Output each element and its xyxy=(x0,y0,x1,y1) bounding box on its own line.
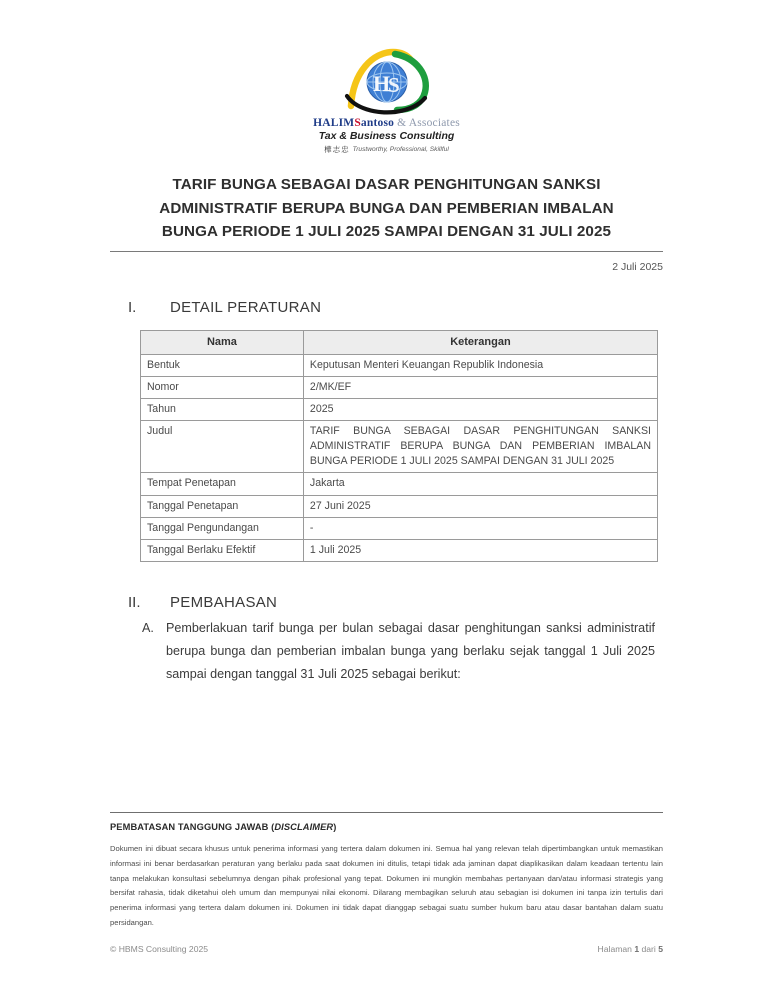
disclaimer-divider xyxy=(110,812,663,813)
company-logo-block xyxy=(110,0,663,155)
row-label-bentuk: Bentuk xyxy=(141,355,304,377)
detail-table-wrapper xyxy=(110,330,663,562)
section-detail-number: I. xyxy=(128,298,137,316)
pembahasan-item-a xyxy=(110,617,663,687)
row-label-judul: Judul xyxy=(141,421,304,473)
table-row xyxy=(141,421,658,473)
footer-page-total: 5 xyxy=(658,944,663,954)
svg-text:H: H xyxy=(372,71,390,96)
section-detail-peraturan xyxy=(110,299,663,562)
table-row xyxy=(141,517,658,539)
pembahasan-item-a-text: Pemberlakuan tarif bunga per bulan sebagai dasar penghitungan sanksi administratif berupa bunga dan pemberian imbalan bunga yang berlaku sejak tanggal 1 Juli 2025 sampai dengan tanggal 31 Juli 2025 sebagai berikut: xyxy=(166,620,655,682)
judul-line-3: BUNGA PERIODE 1 JULI 2025 SAMPAI DENGAN 31 JULI 2025 xyxy=(309,455,615,468)
row-label-tempat-penetapan: Tempat Penetapan xyxy=(141,473,304,495)
disclaimer-heading-main: PEMBATASAN TANGGUNG JAWAB ( xyxy=(110,822,275,832)
document-title-line-3: BUNGA PERIODE 1 JULI 2025 SAMPAI DENGAN 31 JULI 2025 xyxy=(161,223,612,241)
document-title xyxy=(110,173,663,244)
logo-motto: Trustworthy, Professional, Skillful xyxy=(352,146,449,153)
document-title-line-2: ADMINISTRATIF BERUPA BUNGA DAN PEMBERIAN IMBALAN xyxy=(159,199,614,217)
logo-name-ampersand: & xyxy=(394,117,409,129)
section-pembahasan-heading xyxy=(110,594,663,611)
disclaimer-body-text: Dokumen ini dibuat secara khusus untuk penerima informasi yang tertera dalam dokumen ini. Semua hal yang relevan telah dipertimbangkan untuk memastikan informasi ini benar berdasarkan peraturan yang berlaku pada saat dokumen ini ditulis, tetapi tidak ada jaminan dapat diaplikasikan dalam keadaan tertentu lain tanpa melakukan konsultasi sebelumnya dengan pihak profesional yang tepat. Dokumen ini mungkin membahas pertanyaan dan/atau informasi strategis yang bersifat rahasia, tidak diketahui oleh umum dan mempunyai nilai ekonomi. Dilarang membagikan seluruh atau sebagian isi dokumen ini tanpa izin tertulis dari penerima informasi yang tertera dalam dokumen ini. Dokumen ini tidak dapat dianggap sebagai suatu sumber hukum baru atau dasar bantahan dalam suatu persidangan. xyxy=(110,844,663,927)
svg-text:S: S xyxy=(387,73,400,97)
row-label-tanggal-berlaku-efektif: Tanggal Berlaku Efektif xyxy=(141,539,304,561)
table-header-nama: Nama xyxy=(141,330,304,355)
logo-name-halim: HALIM xyxy=(313,117,355,129)
logo-tagline: Tax & Business Consulting xyxy=(318,130,455,142)
disclaimer-heading xyxy=(110,822,663,832)
section-detail-title: DETAIL PERATURAN xyxy=(170,298,322,316)
row-value-bentuk: Keputusan Menteri Keuangan Republik Indonesia xyxy=(303,355,657,377)
title-divider xyxy=(110,251,663,252)
logo-name-santoso-s: S xyxy=(354,117,361,129)
document-title-line-1: TARIF BUNGA SEBAGAI DASAR PENGHITUNGAN SANKSI xyxy=(172,176,601,193)
detail-peraturan-table xyxy=(140,330,658,562)
disclaimer-block xyxy=(110,812,663,931)
footer-page-current: 1 xyxy=(634,944,640,954)
footer-pagination xyxy=(598,944,663,954)
table-row xyxy=(141,473,658,495)
logo-motto-row xyxy=(324,144,449,155)
table-row xyxy=(141,377,658,399)
table-row xyxy=(141,399,658,421)
row-value-nomor: 2/MK/EF xyxy=(303,377,657,399)
table-row xyxy=(141,355,658,377)
logo-name-associates: Associates xyxy=(408,117,460,129)
footer-copyright: © HBMS Consulting 2025 xyxy=(110,944,209,954)
section-pembahasan-number: II. xyxy=(128,593,141,611)
row-value-tanggal-berlaku-efektif: 1 Juli 2025 xyxy=(303,539,657,561)
row-value-tahun: 2025 xyxy=(303,399,657,421)
row-label-tahun: Tahun xyxy=(141,399,304,421)
page-footer xyxy=(110,944,663,954)
table-header-keterangan: Keterangan xyxy=(303,330,657,355)
footer-page-prefix: Halaman xyxy=(597,944,635,954)
judul-line-1: TARIF BUNGA SEBAGAI DASAR PENGHITUNGAN SANKSI xyxy=(309,425,651,438)
pembahasan-item-a-letter: A. xyxy=(142,620,154,635)
row-label-tanggal-penetapan: Tanggal Penetapan xyxy=(141,495,304,517)
row-value-tanggal-pengundangan: - xyxy=(303,517,657,539)
logo-company-name xyxy=(313,117,460,129)
section-pembahasan xyxy=(110,594,663,687)
row-label-nomor: Nomor xyxy=(141,377,304,399)
footer-page-mid: dari xyxy=(639,944,659,954)
halim-santoso-globe-logo xyxy=(331,48,443,116)
logo-name-santoso-rest: antoso xyxy=(360,117,395,129)
judul-line-2: ADMINISTRATIF BERUPA BUNGA DAN PEMBERIAN IMBALAN xyxy=(309,440,651,453)
disclaimer-heading-italic: DISCLAIMER xyxy=(274,822,334,832)
section-detail-heading xyxy=(110,299,663,316)
logo-chinese-characters: 樺志忠 xyxy=(324,145,350,154)
row-label-tanggal-pengundangan: Tanggal Pengundangan xyxy=(141,517,304,539)
table-header-row xyxy=(141,330,658,355)
disclaimer-heading-close: ) xyxy=(333,822,337,832)
row-value-tempat-penetapan: Jakarta xyxy=(303,473,657,495)
document-date: 2 Juli 2025 xyxy=(612,260,663,273)
row-value-tanggal-penetapan: 27 Juni 2025 xyxy=(303,495,657,517)
table-row xyxy=(141,495,658,517)
table-row xyxy=(141,539,658,561)
section-pembahasan-title: PEMBAHASAN xyxy=(170,593,278,611)
row-value-judul xyxy=(303,421,657,473)
